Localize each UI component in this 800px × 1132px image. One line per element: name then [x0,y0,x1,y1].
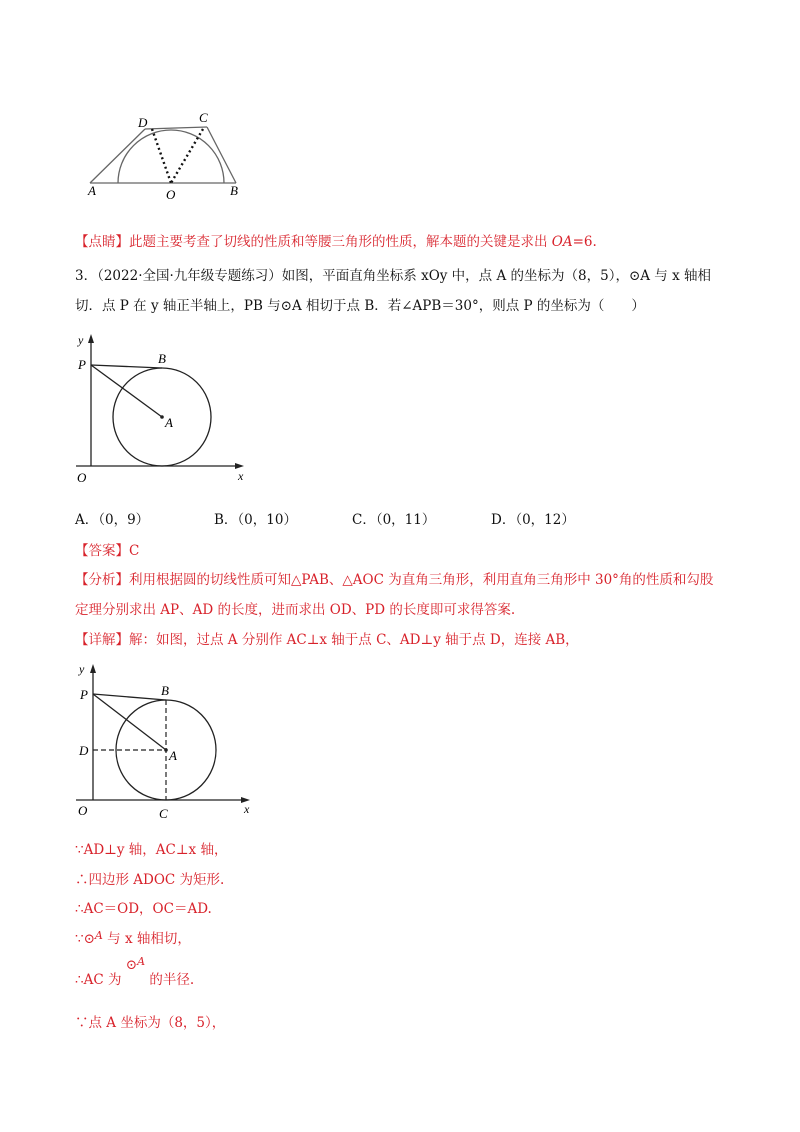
option-d-letter: D． [491,512,516,528]
fig3-label-x: x [244,802,250,816]
question-text-2: 切．点 P 在 y 轴正半轴上，PB 与⊙A 相切于点 B．若∠APB＝30°，则点 P 的坐标为（ ） [75,298,645,314]
dianjing-expr: OA [551,234,573,250]
fig3-label-o: O [78,803,88,818]
proof-line-1 [75,840,227,860]
detail-line [75,630,579,650]
fig2-label-x: x [238,469,244,483]
answer-line [75,541,139,561]
proof-text-2: ∴四边形 ADOC 为矩形. [75,872,225,888]
figure-question-diagram [68,330,258,490]
option-d-value: （0，12） [515,512,575,528]
fig3-label-b: B [161,683,169,698]
fig2-label-b: B [158,351,166,366]
question-line-2 [75,296,645,316]
because-symbol: ∵ [75,931,84,947]
fig1-label-c: C [199,110,208,125]
proof-line-5 [75,955,195,991]
proof-text-1: ∵AD⊥y 轴，AC⊥x 轴， [75,842,228,858]
proof-line-3 [75,899,212,919]
analysis-text-2: 定理分别求出 AP、AD 的长度，进而求出 OD、PD 的长度即可求得答案. [75,602,516,618]
fig2-label-p: P [78,357,86,372]
option-b-letter: B． [214,512,238,528]
option-c-value: （0，11） [375,512,436,528]
detail-tag: 【详解】 [75,632,129,648]
option-b[interactable] [214,508,297,528]
detail-text: 解：如图，过点 A 分别作 AC⊥x 轴于点 C、AD⊥y 轴于点 D，连接 AB， [129,632,579,648]
dianjing-text: 此题主要考查了切线的性质和等腰三角形的性质，解本题的关键是求出 [129,234,552,250]
fig2-label-o: O [77,470,87,485]
option-c[interactable] [352,508,435,528]
question-line-1 [75,266,711,286]
proof-text-5: 的半径. [149,972,195,988]
proof-text-6: ∵点 A 坐标为（8，5）， [75,1015,226,1031]
proof-text-3: ∴AC＝OD，OC＝AD. [75,901,212,917]
option-d[interactable] [491,508,575,528]
circle-label-a: A [94,929,103,942]
fig2-label-a: A [165,415,173,430]
circle-label-a-2: A [137,955,146,968]
question-number: 3． [75,268,98,284]
analysis-line-1 [75,570,713,590]
proof-line-2 [75,870,224,890]
analysis-text-1: 利用根据圆的切线性质可知△PAB、△AOC 为直角三角形，利用直角三角形中 30°角的性质和勾股 [129,572,714,588]
dianjing-tag: 【点睛】 [75,234,129,250]
option-a-letter: A． [75,512,99,528]
fig1-label-o: O [166,187,176,202]
option-c-letter: C． [352,512,376,528]
fig3-label-d: D [79,743,89,758]
dianjing-tail: =6. [572,234,597,250]
fig3-label-y: y [79,662,85,676]
circle-dot-symbol-2: ⊙ [125,957,138,973]
fig2-label-y: y [78,333,84,347]
option-a-value: （0，9） [98,512,150,528]
answer-value: C [129,543,140,559]
fig1-label-d: D [138,115,148,130]
fig3-label-p: P [80,687,88,702]
fig1-label-b: B [230,183,238,198]
ac-is-text: AC 为 [83,972,122,988]
option-b-value: （0，10） [237,512,297,528]
fig1-label-a: A [88,183,96,198]
fig3-label-a: A [169,748,177,763]
question-source: （2022·全国·九年级专题练习） [97,268,282,284]
therefore-symbol: ∴ [75,972,84,988]
figure-solution-diagram [68,660,263,825]
circle-dot-symbol: ⊙ [83,931,95,947]
analysis-tag: 【分析】 [75,572,129,588]
question-text-1: 如图，平面直角坐标系 xOy 中，点 A 的坐标为（8，5），⊙A 与 x 轴相 [281,268,711,284]
figure-semicircle-tangents [80,105,255,205]
fig3-label-c: C [159,806,168,821]
dianjing-line [75,232,597,252]
proof-line-4 [75,929,191,950]
proof-text-4: 与 x 轴相切， [107,931,191,947]
proof-line-6 [75,1013,225,1033]
analysis-line-2 [75,600,515,620]
answer-tag: 【答案】 [75,543,129,559]
option-a[interactable] [75,508,149,528]
